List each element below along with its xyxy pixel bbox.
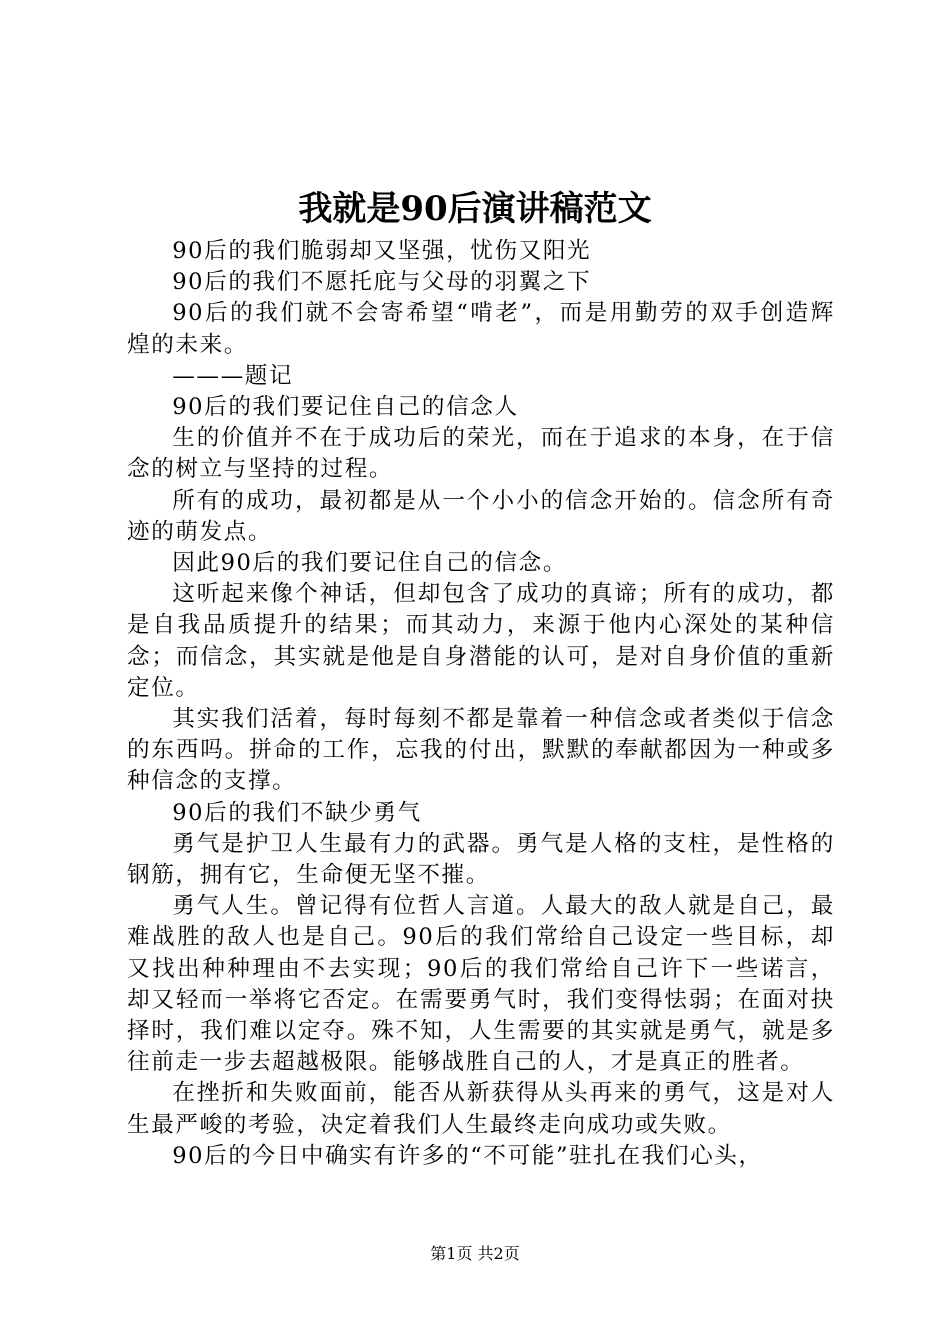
paragraph: 勇气是护卫人生最有力的武器。勇气是人格的支柱，是性格的钢筋，拥有它，生命便无坚不摧。 [127,830,835,889]
paragraph: 90后的我们脆弱却又坚强，忧伤又阳光 [172,238,592,264]
paragraph: 所有的成功，最初都是从一个小小的信念开始的。信念所有奇迹的萌发点。 [127,487,835,545]
paragraph: 90后的今日中确实有许多的“不可能”驻扎在我们心头， [172,1142,763,1169]
section-heading: 90后的我们要记住自己的信念人 [172,394,519,421]
paragraph: 其实我们活着，每时每刻不都是靠着一种信念或者类似于信念的东西吗。拼命的工作，忘我的付出，默默的奉献都因为一种或多种信念的支撑。 [127,706,835,795]
epigraph-attribution: ———题记 [172,362,294,389]
paragraph: 90后的我们不愿托庇与父母的羽翼之下 [172,269,592,296]
paragraph: 90后的我们就不会寄希望“啃老”，而是用勤劳的双手创造辉煌的未来。 [127,300,835,358]
paragraph: 勇气人生。曾记得有位哲人言道。人最大的敌人就是自己，最难战胜的敌人也是自己。90后的我们常给自己设定一些目标，却又找出种种理由不去实现；90后的我们常给自己许下一些诺言，却又轻而一举将它否定。在需要勇气时，我们变得怯弱；在面对抉择时，我们难以定夺。殊不知，人生需要的其实就是勇气，就是多往前走一步去超越极限。能够战胜自己的人，才是真正的胜者。 [127,893,835,1076]
paragraph: 因此90后的我们要记住自己的信念。 [172,550,568,577]
paragraph: 这听起来像个神话，但却包含了成功的真谛；所有的成功，都是自我品质提升的结果；而其动力，来源于他内心深处的某种信念；而信念，其实就是他是自身潜能的认可，是对自身价值的重新定位。 [127,581,835,701]
page-number-footer: 第1页 共2页 [430,1244,520,1263]
paragraph: 生的价值并不在于成功后的荣光，而在于追求的本身，在于信念的树立与坚持的过程。 [127,425,835,483]
paragraph: 在挫折和失败面前，能否从新获得从头再来的勇气，这是对人生最严峻的考验，决定着我们人生最终走向成功或失败。 [127,1080,835,1138]
document-body [127,236,835,1172]
document-title: 我就是90后演讲稿范文 [298,189,652,229]
section-heading: 90后的我们不缺少勇气 [172,799,422,826]
